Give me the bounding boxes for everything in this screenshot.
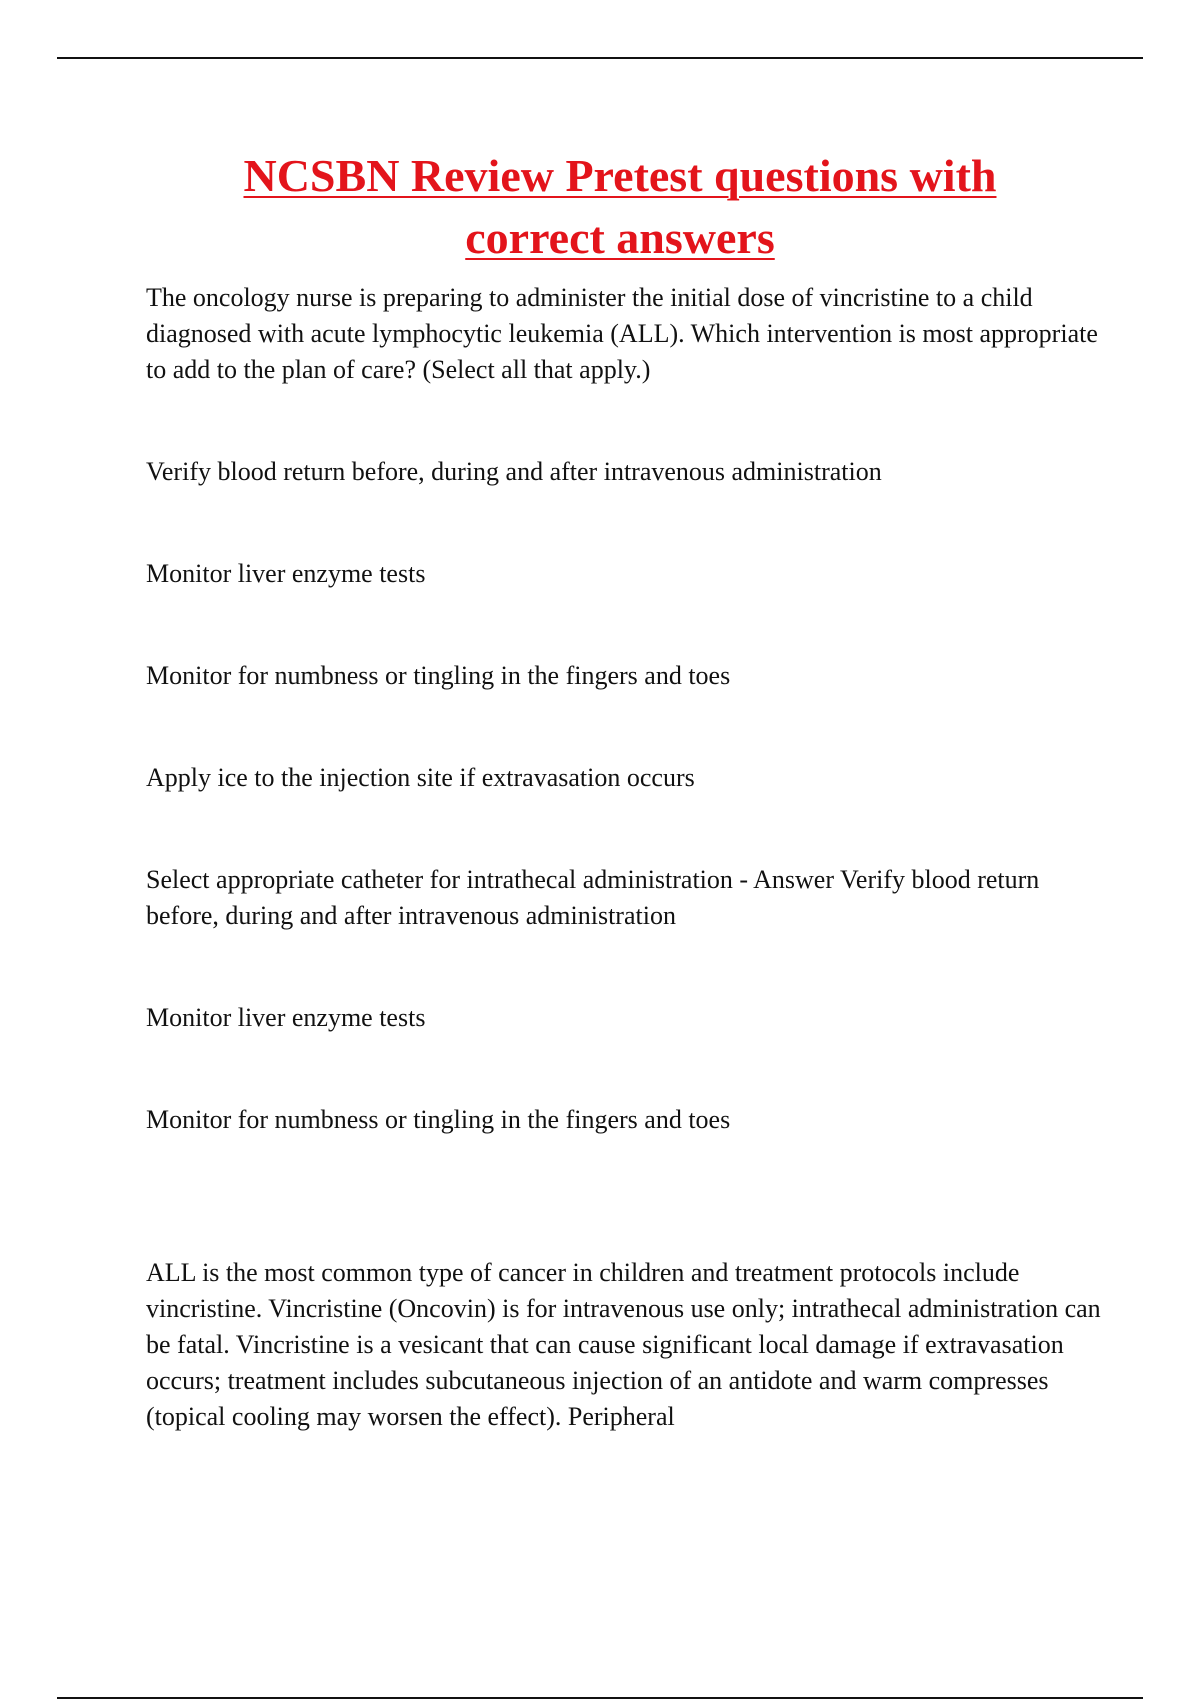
option-item: Monitor for numbness or tingling in the fingers and toes: [146, 661, 731, 690]
option-item: Apply ice to the injection site if extravasation occurs: [146, 763, 695, 792]
bottom-rule: [57, 1697, 1143, 1699]
top-rule: [57, 57, 1143, 59]
option-item-with-answer: Select appropriate catheter for intrathecal administration - Answer Verify blood return before, during and after intravenous administration: [146, 865, 1040, 930]
document-title: NCSBN Review Pretest questions with correct answers: [243, 150, 997, 263]
question-text: The oncology nurse is preparing to administer the initial dose of vincristine to a child diagnosed with acute lymphocytic leukemia (ALL). Which intervention is most appropriate to add to the plan of care? (Select all that apply.): [146, 283, 1098, 384]
answer-item: Monitor for numbness or tingling in the fingers and toes: [146, 1105, 731, 1134]
option-item: Monitor liver enzyme tests: [146, 559, 426, 588]
document-body: [146, 280, 1106, 1435]
answer-item: Monitor liver enzyme tests: [146, 1003, 426, 1032]
explanation-text: ALL is the most common type of cancer in children and treatment protocols include vincristine. Vincristine (Oncovin) is for intravenous use only; intrathecal administration can be fatal. Vincristine is a vesicant that can cause significant local damage if extravasation occurs; treatment includes subcutaneous injection of an antidote and warm compresses (topical cooling may worsen the effect). Peripheral: [146, 1258, 1101, 1431]
option-item: Verify blood return before, during and after intravenous administration: [146, 457, 882, 486]
